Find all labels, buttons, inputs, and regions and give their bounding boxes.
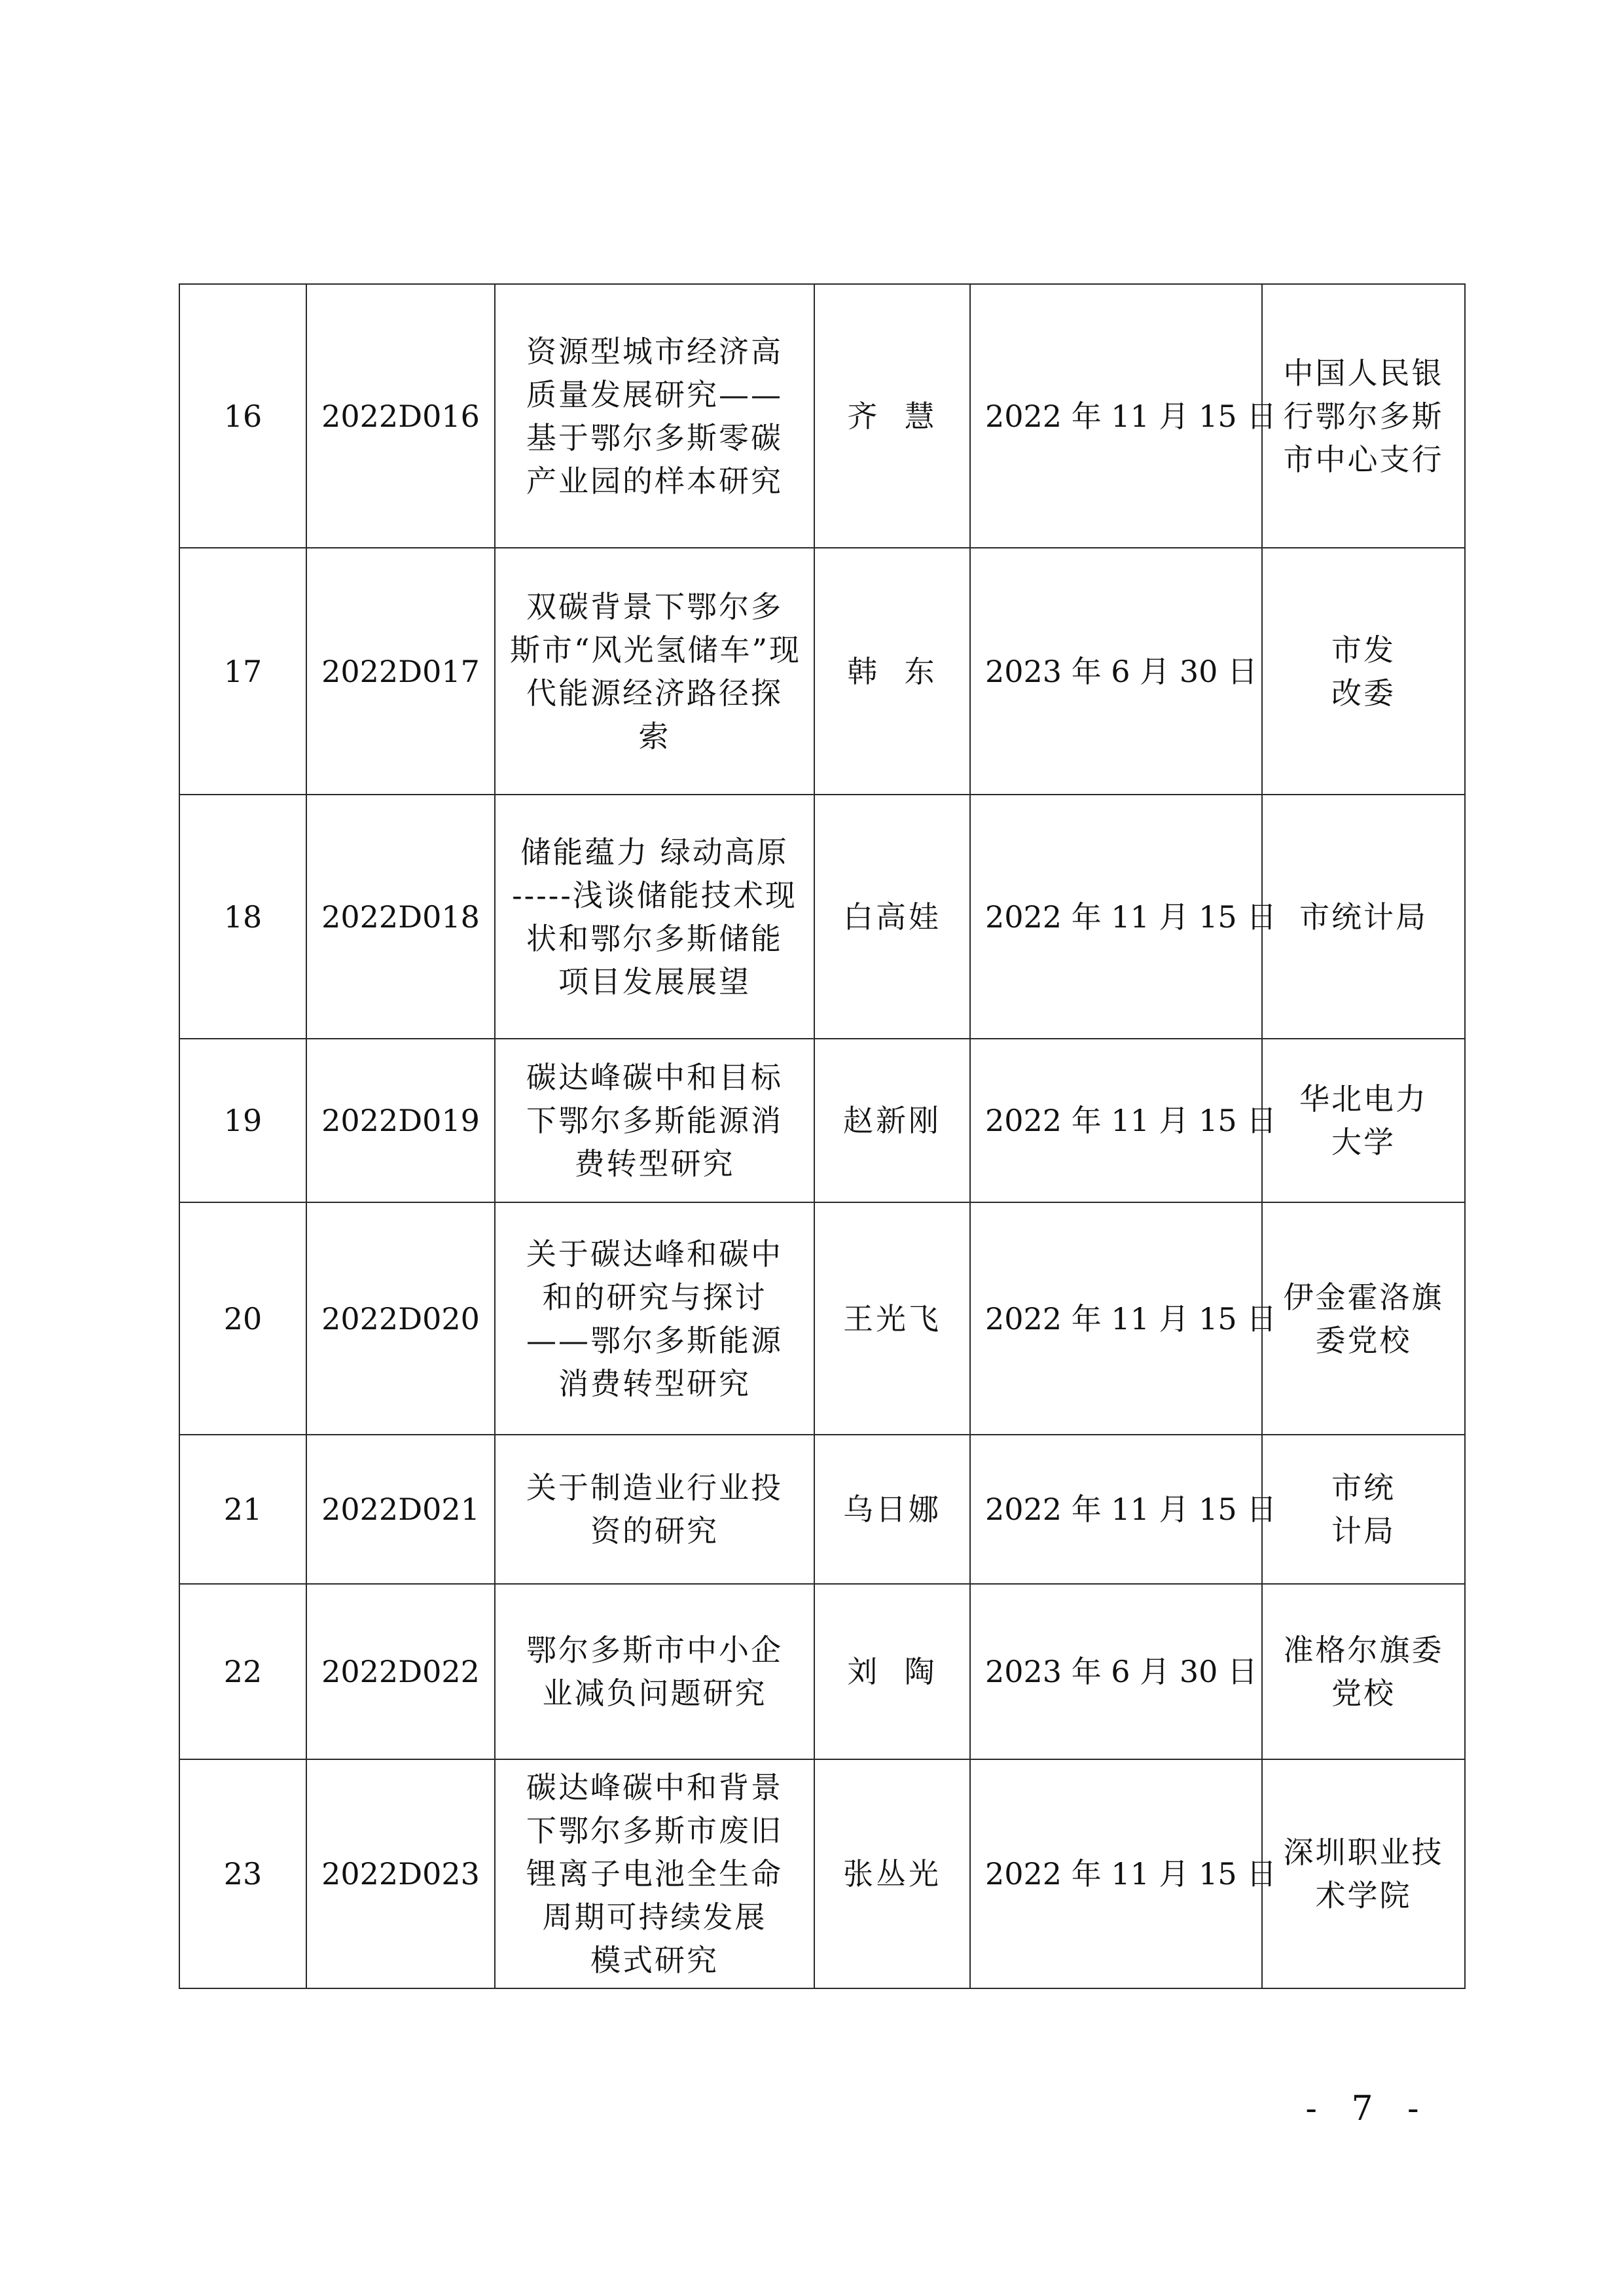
title-line: 费转型研究 — [574, 1146, 735, 1181]
title-line: 消费转型研究 — [558, 1365, 751, 1401]
unit-line: 委党校 — [1315, 1322, 1412, 1358]
title-line: 资的研究 — [590, 1513, 719, 1549]
unit-line: 华北电力 — [1299, 1081, 1428, 1117]
row-index-cell: 16 — [179, 284, 306, 548]
person-cell: 白高娃 — [814, 795, 970, 1039]
title-line: 储能蕴力 绿动高原 — [520, 834, 789, 870]
person-cell: 刘 陶 — [814, 1584, 970, 1759]
unit-line: 计局 — [1331, 1513, 1396, 1549]
project-table — [179, 283, 1466, 1989]
title-line: 基于鄂尔多斯零碳 — [526, 420, 783, 456]
unit-line: 改委 — [1331, 675, 1396, 711]
row-index-cell: 23 — [179, 1759, 306, 1988]
person-cell: 齐 慧 — [814, 284, 970, 548]
table-row — [179, 795, 1465, 1039]
unit-line: 深圳职业技 — [1283, 1835, 1444, 1870]
unit-cell — [1262, 795, 1465, 1039]
table-row — [179, 284, 1465, 548]
unit-cell — [1262, 1584, 1465, 1759]
project-code-cell: 2022D023 — [306, 1759, 495, 1988]
project-title-cell — [495, 1202, 814, 1435]
title-line: 下鄂尔多斯市废旧 — [526, 1813, 783, 1848]
title-line: 索 — [638, 718, 671, 754]
unit-line: 大学 — [1331, 1124, 1396, 1160]
project-code-cell: 2022D019 — [306, 1039, 495, 1202]
unit-line: 市发 — [1331, 632, 1396, 668]
row-index-cell: 18 — [179, 795, 306, 1039]
person-cell: 王光飞 — [814, 1202, 970, 1435]
person-cell: 张丛光 — [814, 1759, 970, 1988]
title-line: 鄂尔多斯市中小企 — [526, 1632, 783, 1668]
unit-line: 术学院 — [1315, 1878, 1412, 1913]
row-index-cell: 20 — [179, 1202, 306, 1435]
date-cell: 2023 年 6 月 30 日 — [970, 548, 1262, 795]
row-index-cell: 19 — [179, 1039, 306, 1202]
table-body — [179, 284, 1465, 1988]
row-index-cell: 21 — [179, 1435, 306, 1584]
table-row — [179, 548, 1465, 795]
unit-line: 伊金霍洛旗 — [1283, 1279, 1444, 1315]
unit-line: 行鄂尔多斯 — [1283, 398, 1444, 434]
project-code-cell: 2022D016 — [306, 284, 495, 548]
page-number: - 7 - — [1305, 2089, 1431, 2128]
date-cell: 2022 年 11 月 15 日 — [970, 1435, 1262, 1584]
title-line: 碳达峰碳中和背景 — [526, 1770, 783, 1805]
person-cell: 乌日娜 — [814, 1435, 970, 1584]
title-line: 碳达峰碳中和目标 — [526, 1060, 783, 1095]
unit-cell — [1262, 1039, 1465, 1202]
title-line: ——鄂尔多斯能源 — [526, 1322, 783, 1358]
unit-cell — [1262, 1435, 1465, 1584]
table-row — [179, 1202, 1465, 1435]
table-row — [179, 1435, 1465, 1584]
title-line: 模式研究 — [590, 1943, 719, 1978]
title-line: 关于制造业行业投 — [526, 1470, 783, 1505]
table-row — [179, 1759, 1465, 1988]
project-title-cell — [495, 1435, 814, 1584]
title-line: 状和鄂尔多斯储能 — [526, 920, 783, 956]
title-line: 业减负问题研究 — [542, 1676, 767, 1711]
title-line: 双碳背景下鄂尔多 — [526, 588, 783, 624]
title-line: 代能源经济路径探 — [526, 675, 783, 711]
unit-cell — [1262, 1202, 1465, 1435]
person-cell: 韩 东 — [814, 548, 970, 795]
project-title-cell — [495, 795, 814, 1039]
project-code-cell: 2022D018 — [306, 795, 495, 1039]
title-line: 资源型城市经济高 — [526, 333, 783, 369]
date-cell: 2022 年 11 月 15 日 — [970, 1202, 1262, 1435]
title-line: 项目发展展望 — [558, 963, 751, 999]
title-line: 锂离子电池全生命 — [526, 1856, 783, 1892]
table-row — [179, 1039, 1465, 1202]
title-line: 周期可持续发展 — [542, 1899, 767, 1935]
row-index-cell: 17 — [179, 548, 306, 795]
project-code-cell: 2022D017 — [306, 548, 495, 795]
table-row — [179, 1584, 1465, 1759]
row-index-cell: 22 — [179, 1584, 306, 1759]
project-code-cell: 2022D021 — [306, 1435, 495, 1584]
person-cell: 赵新刚 — [814, 1039, 970, 1202]
date-cell: 2022 年 11 月 15 日 — [970, 284, 1262, 548]
unit-line: 市统 — [1331, 1470, 1396, 1505]
title-line: 斯市“风光氢储车”现 — [510, 632, 802, 668]
unit-cell — [1262, 284, 1465, 548]
project-title-cell — [495, 284, 814, 548]
title-line: 下鄂尔多斯能源消 — [526, 1103, 783, 1138]
unit-cell — [1262, 1759, 1465, 1988]
date-cell: 2023 年 6 月 30 日 — [970, 1584, 1262, 1759]
title-line: 产业园的样本研究 — [526, 463, 783, 499]
unit-cell — [1262, 548, 1465, 795]
project-code-cell: 2022D022 — [306, 1584, 495, 1759]
title-line: 质量发展研究—— — [526, 376, 783, 412]
project-title-cell — [495, 548, 814, 795]
title-line: 关于碳达峰和碳中 — [526, 1236, 783, 1272]
project-title-cell — [495, 1759, 814, 1988]
project-title-cell — [495, 1584, 814, 1759]
date-cell: 2022 年 11 月 15 日 — [970, 1039, 1262, 1202]
date-cell: 2022 年 11 月 15 日 — [970, 1759, 1262, 1988]
unit-line: 市统计局 — [1299, 899, 1428, 935]
date-cell: 2022 年 11 月 15 日 — [970, 795, 1262, 1039]
unit-line: 党校 — [1331, 1676, 1396, 1711]
title-line: -----浅谈储能技术现 — [512, 877, 797, 913]
project-code-cell: 2022D020 — [306, 1202, 495, 1435]
unit-line: 市中心支行 — [1283, 441, 1444, 477]
unit-line: 准格尔旗委 — [1283, 1632, 1444, 1668]
title-line: 和的研究与探讨 — [542, 1279, 767, 1315]
project-title-cell — [495, 1039, 814, 1202]
unit-line: 中国人民银 — [1283, 355, 1444, 391]
